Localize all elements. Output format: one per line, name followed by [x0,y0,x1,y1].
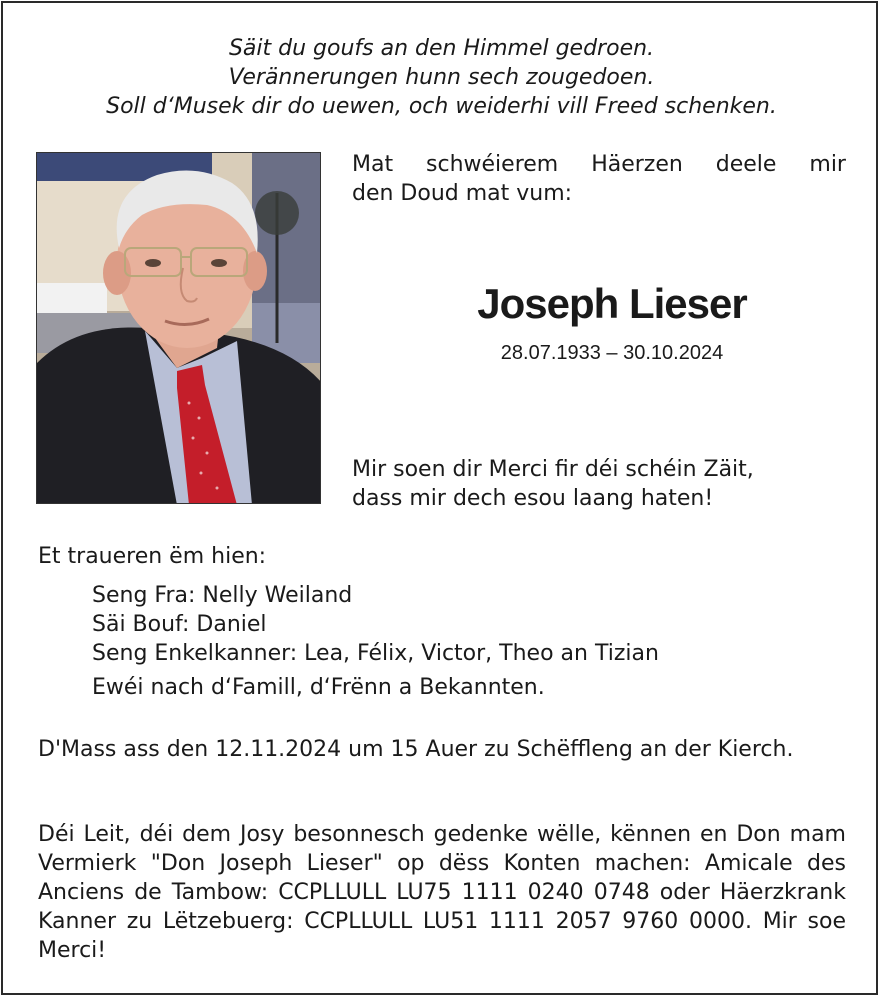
intro-word: mir [809,152,846,177]
intro-word: Mat [352,152,394,177]
intro-word: deele [715,152,777,177]
portrait-illustration [37,153,321,504]
mourner-line: Säi Bouf: Daniel [92,612,267,637]
poem-line: Säit du goufs an den Himmel gedroen. [228,36,655,61]
intro-line-2: den Doud mat vum: [352,181,573,206]
intro-word: Häerzen [591,152,683,177]
donation-notice: Déi Leit, déi dem Josy besonnesch gedenke wëlle, kënnen en Don mam Vermierk "Don Joseph Lieser" op dëss Konten machen: Amicale des Anciens de Tambow: CCPLLULL LU75 1111 0240 0748 oder Häerzkrank Kanner zu Lëtzebuerg: CCPLLULL LU51 1111 2057 9760 0000. Mir soe Merci! [38,822,846,963]
intro-line-1 [352,150,846,179]
mourner-line: Seng Fra: Nelly Weiland [92,583,353,608]
portrait-photo [36,152,321,504]
thanks-line: Mir soen dir Merci fir déi schéin Zäit, [352,457,754,482]
poem-line: Soll d‘Musek dir do uewen, och weiderhi vill Freed schenken. [106,94,777,119]
intro-word: schwéierem [426,152,559,177]
mourners-heading: Et traueren ëm hien: [38,544,267,569]
intro-text [352,150,846,208]
thanks-line: dass mir dech esou laang haten! [352,486,714,511]
thanks-text [352,455,852,513]
poem-line: Verännerungen hunn sech zougedoen. [228,65,655,90]
life-dates: 28.07.1933 – 30.10.2024 [500,342,724,364]
mourner-extra: Ewéi nach d‘Famill, d‘Frënn a Bekannten. [92,675,545,700]
mass-announcement: D'Mass ass den 12.11.2024 um 15 Auer zu Schëffleng an der Kierch. [38,737,794,762]
mourners-list [92,581,659,702]
mourner-line: Seng Enkelkanner: Lea, Félix, Victor, Theo an Tizian [92,641,659,666]
deceased-name: Joseph Lieser [477,280,747,327]
memorial-poem [0,34,883,121]
